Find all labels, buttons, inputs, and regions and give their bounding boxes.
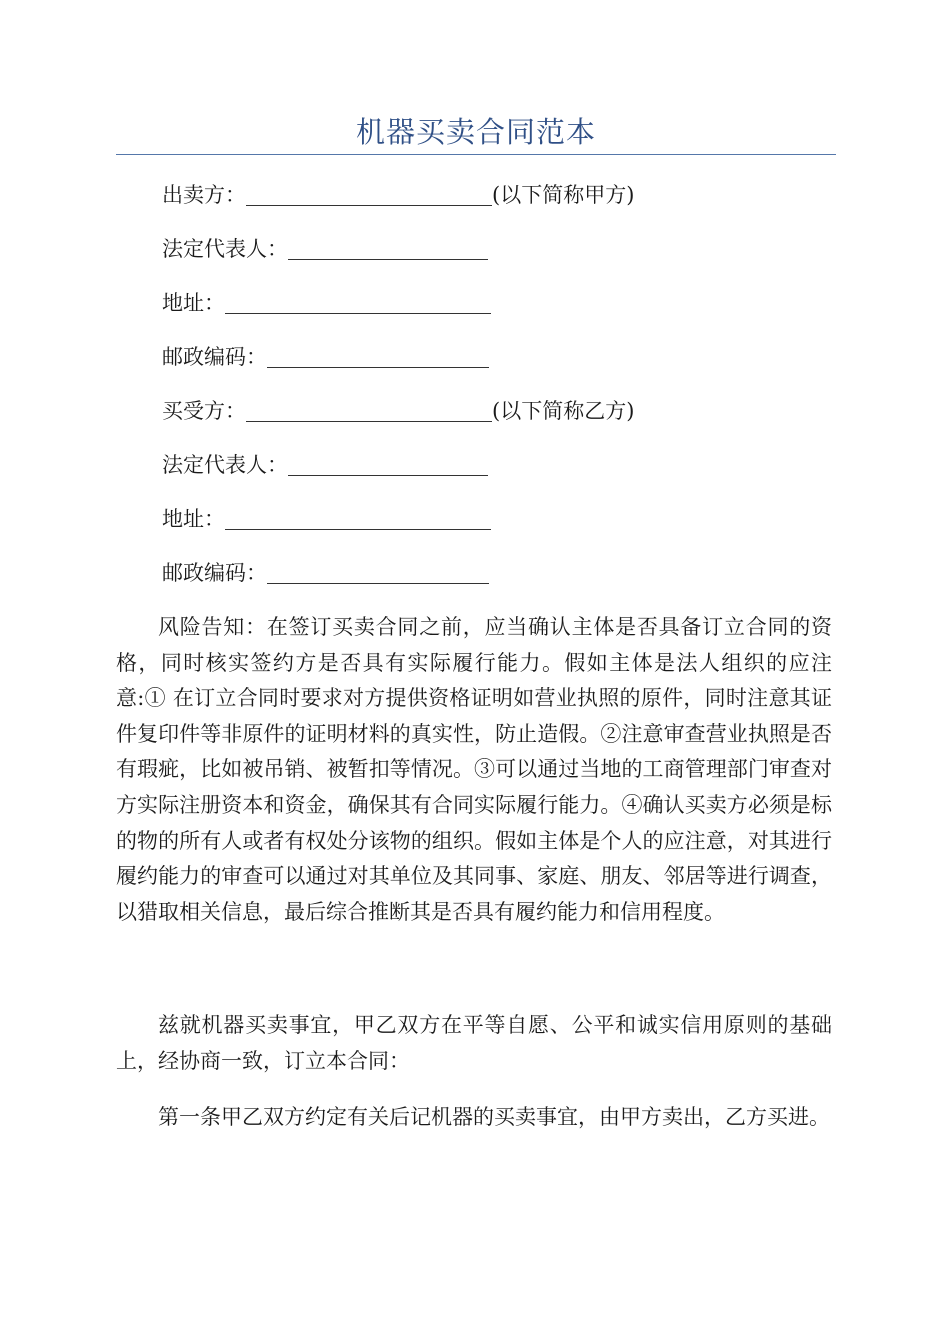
seller-suffix: (以下简称甲方)	[492, 183, 635, 207]
buyer-rep-blank[interactable]	[288, 453, 488, 476]
buyer-postcode-blank[interactable]	[267, 561, 489, 584]
article-1-paragraph: 第一条甲乙双方约定有关后记机器的买卖事宜，由甲方卖出，乙方买进。	[158, 1105, 830, 1129]
seller-rep-blank[interactable]	[288, 237, 488, 260]
seller-postcode-field	[162, 342, 489, 372]
seller-label: 出卖方：	[162, 183, 246, 207]
seller-address-label: 地址：	[162, 291, 225, 315]
buyer-label: 买受方：	[162, 399, 246, 423]
buyer-rep-label: 法定代表人：	[162, 453, 288, 477]
buyer-postcode-field	[162, 558, 489, 588]
seller-rep-label: 法定代表人：	[162, 237, 288, 261]
buyer-address-field	[162, 504, 491, 534]
seller-rep-field	[162, 234, 488, 264]
seller-field	[162, 180, 634, 210]
title-underline	[116, 154, 836, 155]
seller-postcode-blank[interactable]	[267, 345, 489, 368]
buyer-rep-field	[162, 450, 488, 480]
buyer-suffix: (以下简称乙方)	[492, 399, 635, 423]
buyer-blank[interactable]	[246, 399, 492, 422]
seller-postcode-label: 邮政编码：	[162, 345, 267, 369]
seller-address-field	[162, 288, 491, 318]
buyer-address-blank[interactable]	[225, 507, 491, 530]
seller-blank[interactable]	[246, 183, 492, 206]
buyer-field	[162, 396, 634, 426]
risk-notice-paragraph: 风险告知：在签订买卖合同之前，应当确认主体是否具备订立合同的资格，同时核实签约方是否具有实际履行能力。假如主体是法人组织的应注意:① 在订立合同时要求对方提供资格证明如营业执照的原件，同时注意其证件复印件等非原件的证明材料的真实性，防止造假。②注意审查营业执照是否有瑕疵，比如被吊销、被暂扣等情况。③可以通过当地的工商管理部门审查对方实际注册资本和资金，确保其有合同实际履行能力。④确认买卖方必须是标的物的所有人或者有权处分该物的组织。假如主体是个人的应注意，对其进行履约能力的审查可以通过对其单位及其同事、家庭、朋友、邻居等进行调查，以猎取相关信息，最后综合推断其是否具有履约能力和信用程度。	[116, 615, 832, 924]
buyer-postcode-label: 邮政编码：	[162, 561, 267, 585]
preamble-paragraph: 兹就机器买卖事宜，甲乙双方在平等自愿、公平和诚实信用原则的基础上，经协商一致，订立本合同：	[116, 1013, 832, 1073]
seller-address-blank[interactable]	[225, 291, 491, 314]
document-title: 机器买卖合同范本	[355, 115, 596, 149]
buyer-address-label: 地址：	[162, 507, 225, 531]
